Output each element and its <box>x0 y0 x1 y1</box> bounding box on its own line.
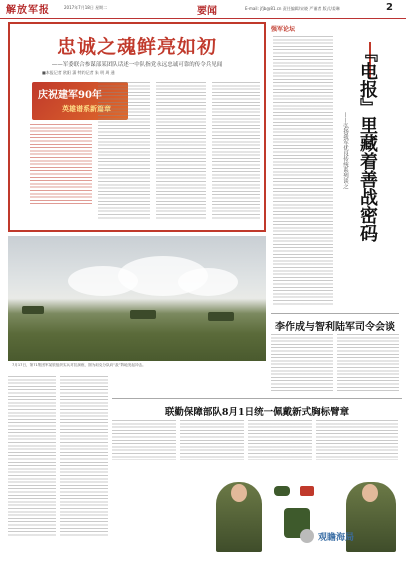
divider <box>271 313 399 314</box>
series-subtitle: ——弘扬我军优良传统系列谈之 <box>342 112 348 189</box>
commentary-text <box>273 36 333 306</box>
feature-lead-text <box>30 124 92 204</box>
article-text <box>180 420 244 460</box>
photo-caption: 7月17日，第71集团军某旅组织实兵对抗演练，图为坦克分队向“敌”阵地发起冲击。 <box>12 363 146 367</box>
feature-subhead: ——军委联合参谋部某团队话述一中队指党永远忠诚可靠的传令兵见闻 <box>51 62 223 68</box>
article-text <box>316 420 398 460</box>
wechat-icon <box>300 529 314 543</box>
feature-body-text <box>98 82 150 220</box>
feature-body-text <box>156 82 206 220</box>
tank-exercise-photo <box>8 236 266 361</box>
article-text <box>112 420 176 460</box>
article-title-talks[interactable]: 李作成与智利陆军司令会谈 <box>275 322 395 333</box>
soldier-face <box>362 484 378 502</box>
soldier-face <box>231 484 247 502</box>
issue-date: 2017年7月18日 星期二 <box>64 5 108 10</box>
banner-title: 庆祝建军90年 <box>38 90 102 101</box>
series-title: 『电报』里藏着善战密码 <box>357 44 378 242</box>
masthead <box>0 0 406 19</box>
feature-article[interactable] <box>8 22 266 232</box>
divider <box>112 398 402 399</box>
feature-body-text <box>212 82 260 220</box>
feature-headline: 忠诚之魂鲜亮如初 <box>56 36 217 58</box>
article-text <box>8 376 56 536</box>
column-title: 强军论坛 <box>271 26 296 33</box>
article-text <box>337 334 399 392</box>
page-number: 2 <box>386 2 393 13</box>
article-text <box>60 376 108 536</box>
breast-badge-image <box>274 486 290 496</box>
feature-byline: ■本报记者 欧阳 潇 特约记者 朱 明 周 通 <box>42 70 115 75</box>
article-title-insignia[interactable]: 联勤保障部队8月1日统一佩戴新式胸标臂章 <box>164 407 350 418</box>
commentary-sidebar[interactable] <box>271 22 399 310</box>
armband-image <box>300 486 314 496</box>
section-title: 要闻 <box>197 6 217 17</box>
newspaper-logo: 解放军报 <box>6 5 50 16</box>
article-text <box>248 420 312 460</box>
banner-subtitle: 英雄谱系新篇章 <box>62 105 111 113</box>
editor-meta: E-mail: jfjb@81.cn 责任编辑/宋晓 严谨者 版式/姜琳 <box>245 6 340 11</box>
watermark: 观瞻海局 <box>318 533 355 543</box>
article-text <box>271 334 333 392</box>
